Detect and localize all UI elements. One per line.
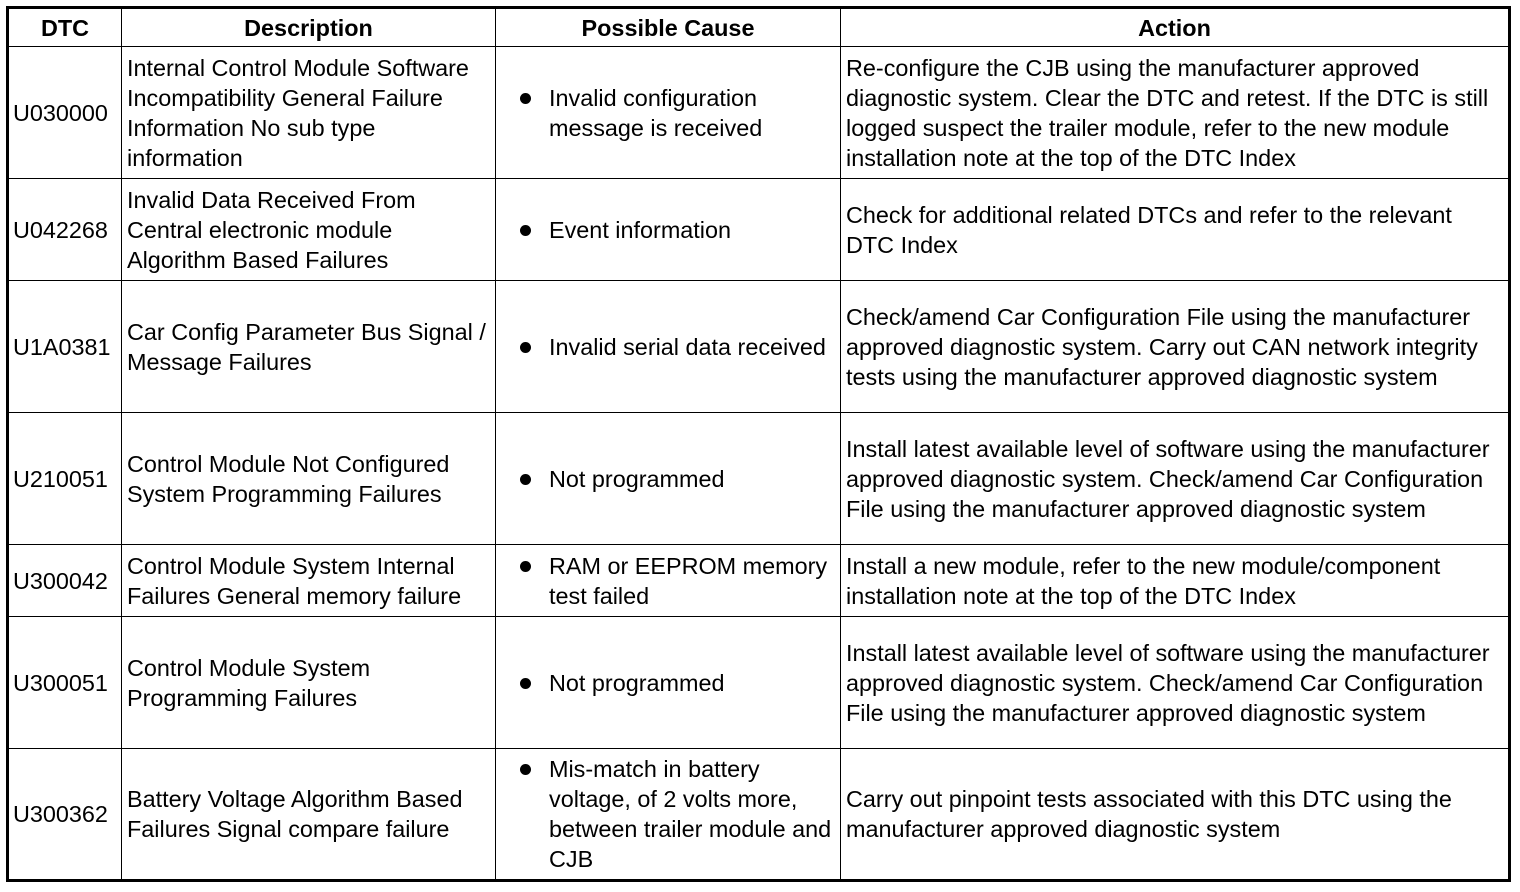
description-cell: Control Module Not Configured System Programming Failures	[122, 413, 496, 545]
cause-list	[501, 215, 835, 245]
cause-item: Mis-match in battery voltage, of 2 volts more, between trailer module and CJB	[501, 754, 835, 874]
table-row	[8, 413, 1510, 545]
dtc-table	[6, 6, 1511, 882]
action-cell: Re-configure the CJB using the manufacturer approved diagnostic system. Clear the DTC and retest. If the DTC is still logged suspect the trailer module, refer to the new module installation note at the top of the DTC Index	[841, 47, 1510, 179]
description-cell: Internal Control Module Software Incompatibility General Failure Information No sub type information	[122, 47, 496, 179]
header-possible-cause: Possible Cause	[496, 8, 841, 47]
action-cell: Install latest available level of software using the manufacturer approved diagnostic system. Check/amend Car Configuration File using the manufacturer approved diagnostic system	[841, 617, 1510, 749]
table-row	[8, 281, 1510, 413]
action-cell: Install a new module, refer to the new module/component installation note at the top of the DTC Index	[841, 545, 1510, 617]
cause-cell	[496, 545, 841, 617]
cause-list	[501, 668, 835, 698]
dtc-code: U042268	[8, 179, 122, 281]
cause-item: Not programmed	[501, 668, 835, 698]
cause-item: Invalid configuration message is received	[501, 83, 835, 143]
cause-list	[501, 83, 835, 143]
table-row	[8, 545, 1510, 617]
dtc-code: U300362	[8, 749, 122, 881]
dtc-code: U210051	[8, 413, 122, 545]
table-row	[8, 749, 1510, 881]
cause-list	[501, 551, 835, 611]
table-row	[8, 617, 1510, 749]
cause-list	[501, 464, 835, 494]
dtc-code: U1A0381	[8, 281, 122, 413]
cause-cell	[496, 413, 841, 545]
cause-item: Not programmed	[501, 464, 835, 494]
header-description: Description	[122, 8, 496, 47]
description-cell: Car Config Parameter Bus Signal / Message Failures	[122, 281, 496, 413]
cause-cell	[496, 749, 841, 881]
action-cell: Check/amend Car Configuration File using the manufacturer approved diagnostic system. Carry out CAN network integrity tests using the manufacturer approved diagnostic system	[841, 281, 1510, 413]
description-cell: Invalid Data Received From Central electronic module Algorithm Based Failures	[122, 179, 496, 281]
dtc-code: U030000	[8, 47, 122, 179]
header-action: Action	[841, 8, 1510, 47]
action-cell: Check for additional related DTCs and refer to the relevant DTC Index	[841, 179, 1510, 281]
cause-cell	[496, 47, 841, 179]
dtc-code: U300051	[8, 617, 122, 749]
table-row	[8, 179, 1510, 281]
cause-item: RAM or EEPROM memory test failed	[501, 551, 835, 611]
action-cell: Carry out pinpoint tests associated with this DTC using the manufacturer approved diagnostic system	[841, 749, 1510, 881]
description-cell: Control Module System Internal Failures General memory failure	[122, 545, 496, 617]
cause-item: Event information	[501, 215, 835, 245]
dtc-table-container	[6, 6, 1508, 886]
header-dtc: DTC	[8, 8, 122, 47]
cause-list	[501, 754, 835, 874]
cause-list	[501, 332, 835, 362]
cause-item: Invalid serial data received	[501, 332, 835, 362]
cause-cell	[496, 281, 841, 413]
cause-cell	[496, 179, 841, 281]
table-row	[8, 47, 1510, 179]
description-cell: Battery Voltage Algorithm Based Failures Signal compare failure	[122, 749, 496, 881]
description-cell: Control Module System Programming Failures	[122, 617, 496, 749]
table-header-row	[8, 8, 1510, 47]
action-cell: Install latest available level of software using the manufacturer approved diagnostic system. Check/amend Car Configuration File using the manufacturer approved diagnostic system	[841, 413, 1510, 545]
dtc-code: U300042	[8, 545, 122, 617]
cause-cell	[496, 617, 841, 749]
